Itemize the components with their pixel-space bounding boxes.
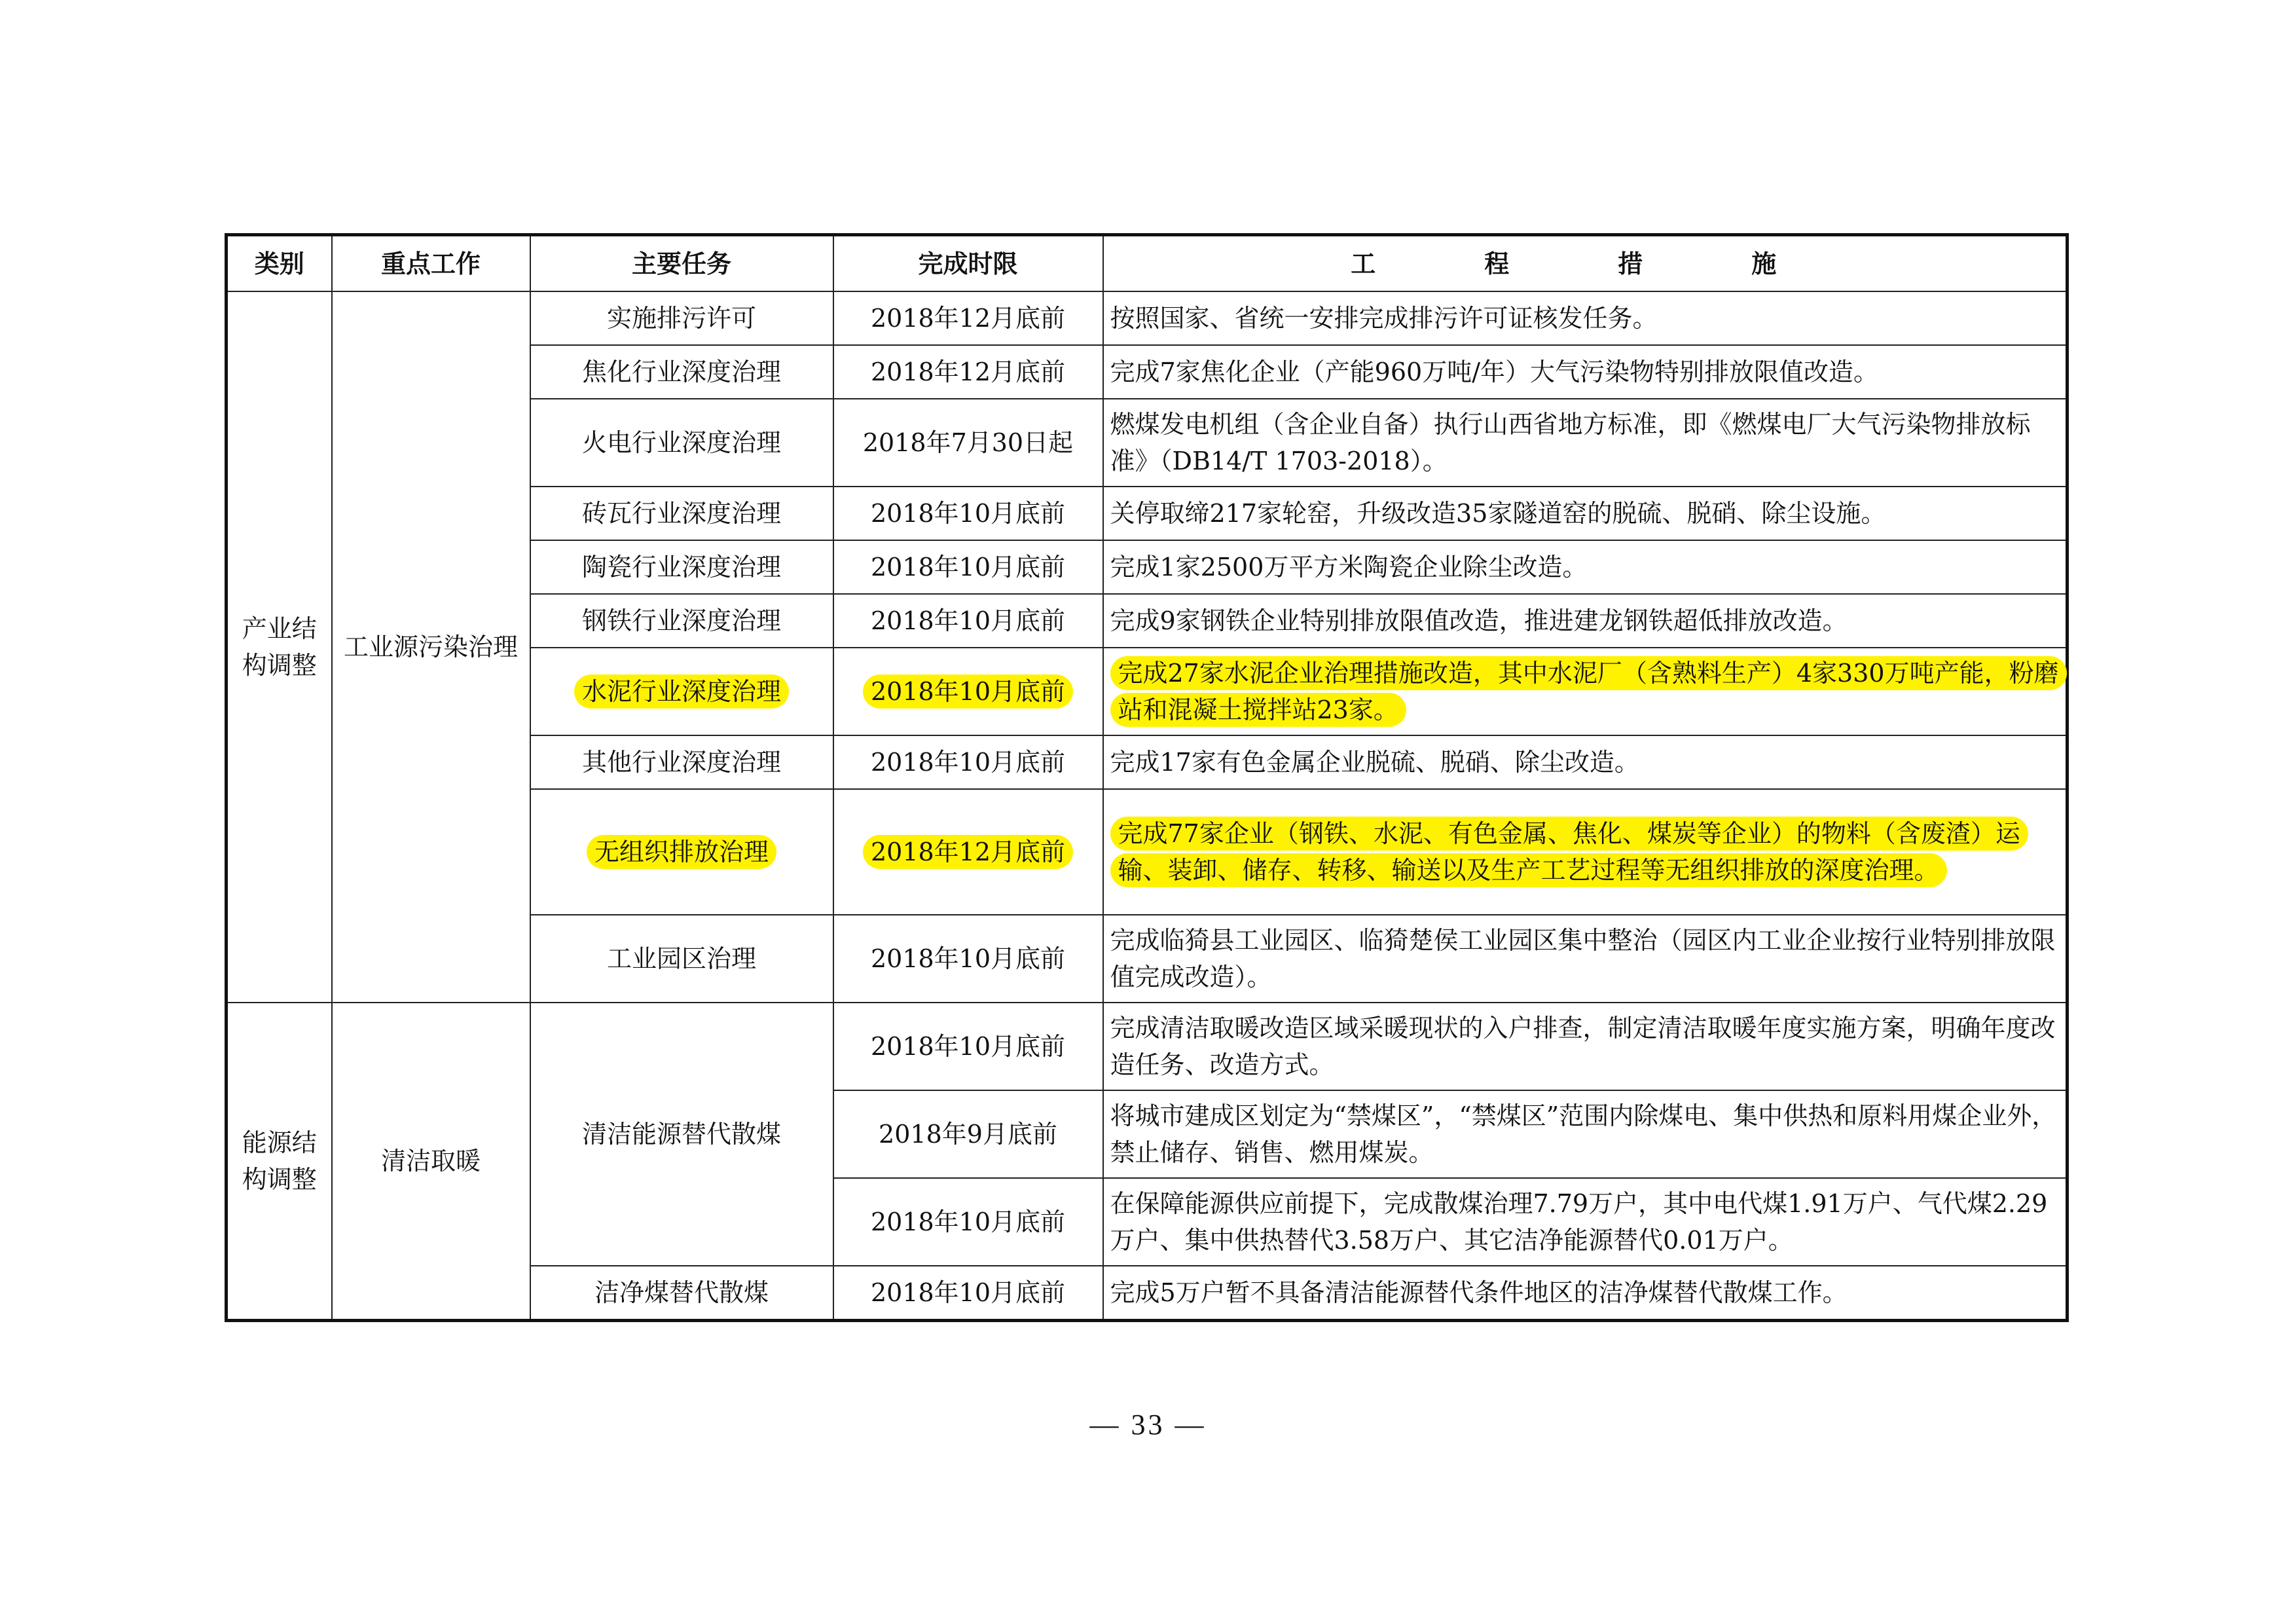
deadline-cell	[833, 789, 1103, 915]
measure-cell: 在保障能源供应前提下，完成散煤治理7.79万户，其中电代煤1.91万户、气代煤2.29万户、集中供热替代3.58万户、其它洁净能源替代0.01万户。	[1103, 1178, 2068, 1266]
task-cell: 火电行业深度治理	[530, 399, 833, 487]
deadline-cell: 2018年10月底前	[833, 540, 1103, 594]
deadline-cell: 2018年10月底前	[833, 1003, 1103, 1090]
task-cell: 清洁能源替代散煤	[530, 1003, 833, 1266]
task-cell: 实施排污许可	[530, 291, 833, 345]
task-cell: 工业园区治理	[530, 915, 833, 1003]
deadline-cell: 2018年10月底前	[833, 1266, 1103, 1321]
measure-cell: 关停取缔217家轮窑，升级改造35家隧道窑的脱硫、脱硝、除尘设施。	[1103, 487, 2068, 540]
deadline-cell: 2018年9月底前	[833, 1090, 1103, 1178]
category-cell: 产业结构调整	[227, 291, 332, 1003]
measure-cell: 完成1家2500万平方米陶瓷企业除尘改造。	[1103, 540, 2068, 594]
measures-table	[225, 233, 2069, 1322]
highlight-mark: 完成77家企业（钢铁、水泥、有色金属、焦化、煤炭等企业）的物料（含废渣）运输、装卸、储存、转移、输送以及生产工艺过程等无组织排放的深度治理。	[1110, 817, 2028, 887]
measure-cell: 完成临猗县工业园区、临猗楚侯工业园区集中整治（园区内工业企业按行业特别排放限值完成改造）。	[1103, 915, 2068, 1003]
focus-cell: 工业源污染治理	[332, 291, 530, 1003]
header-focus: 重点工作	[332, 235, 530, 292]
measure-cell: 完成17家有色金属企业脱硫、脱硝、除尘改造。	[1103, 735, 2068, 789]
table-header-row	[227, 235, 2068, 292]
measure-cell: 燃煤发电机组（含企业自备）执行山西省地方标准，即《燃煤电厂大气污染物排放标准》（DB14/T 1703-2018）。	[1103, 399, 2068, 487]
task-cell	[530, 789, 833, 915]
measure-cell: 将城市建成区划定为“禁煤区”，“禁煤区”范围内除煤电、集中供热和原料用煤企业外，禁止储存、销售、燃用煤炭。	[1103, 1090, 2068, 1178]
deadline-cell: 2018年10月底前	[833, 735, 1103, 789]
task-cell: 砖瓦行业深度治理	[530, 487, 833, 540]
measure-cell: 完成清洁取暖改造区域采暖现状的入户排查，制定清洁取暖年度实施方案，明确年度改造任务、改造方式。	[1103, 1003, 2068, 1090]
deadline-cell: 2018年10月底前	[833, 594, 1103, 648]
highlight-mark: 完成27家水泥企业治理措施改造，其中水泥厂（含熟料生产）4家330万吨产能，粉磨站和混凝土搅拌站23家。	[1110, 656, 2067, 727]
highlight-mark: 无组织排放治理	[587, 835, 776, 869]
header-deadline: 完成时限	[833, 235, 1103, 292]
header-measures: 工 程 措 施	[1103, 235, 2068, 292]
task-cell: 焦化行业深度治理	[530, 345, 833, 399]
task-cell: 钢铁行业深度治理	[530, 594, 833, 648]
measure-cell: 完成5万户暂不具备清洁能源替代条件地区的洁净煤替代散煤工作。	[1103, 1266, 2068, 1321]
measure-cell: 完成7家焦化企业（产能960万吨/年）大气污染物特别排放限值改造。	[1103, 345, 2068, 399]
measure-cell: 按照国家、省统一安排完成排污许可证核发任务。	[1103, 291, 2068, 345]
deadline-cell: 2018年12月底前	[833, 345, 1103, 399]
deadline-cell: 2018年12月底前	[833, 291, 1103, 345]
deadline-cell: 2018年10月底前	[833, 487, 1103, 540]
task-cell	[530, 648, 833, 735]
deadline-cell	[833, 648, 1103, 735]
highlight-mark: 2018年10月底前	[863, 674, 1073, 709]
table-row	[227, 291, 2068, 345]
task-cell: 洁净煤替代散煤	[530, 1266, 833, 1321]
deadline-cell: 2018年10月底前	[833, 915, 1103, 1003]
deadline-cell: 2018年10月底前	[833, 1178, 1103, 1266]
measure-cell	[1103, 648, 2068, 735]
header-category: 类别	[227, 235, 332, 292]
category-cell: 能源结构调整	[227, 1003, 332, 1321]
highlight-mark: 水泥行业深度治理	[574, 674, 789, 709]
header-task: 主要任务	[530, 235, 833, 292]
measure-cell: 完成9家钢铁企业特别排放限值改造，推进建龙钢铁超低排放改造。	[1103, 594, 2068, 648]
measure-cell	[1103, 789, 2068, 915]
task-cell: 其他行业深度治理	[530, 735, 833, 789]
focus-cell: 清洁取暖	[332, 1003, 530, 1321]
page-number: — 33 —	[1089, 1409, 1207, 1441]
highlight-mark: 2018年12月底前	[863, 835, 1073, 869]
deadline-cell: 2018年7月30日起	[833, 399, 1103, 487]
task-cell: 陶瓷行业深度治理	[530, 540, 833, 594]
table-row	[227, 1003, 2068, 1090]
